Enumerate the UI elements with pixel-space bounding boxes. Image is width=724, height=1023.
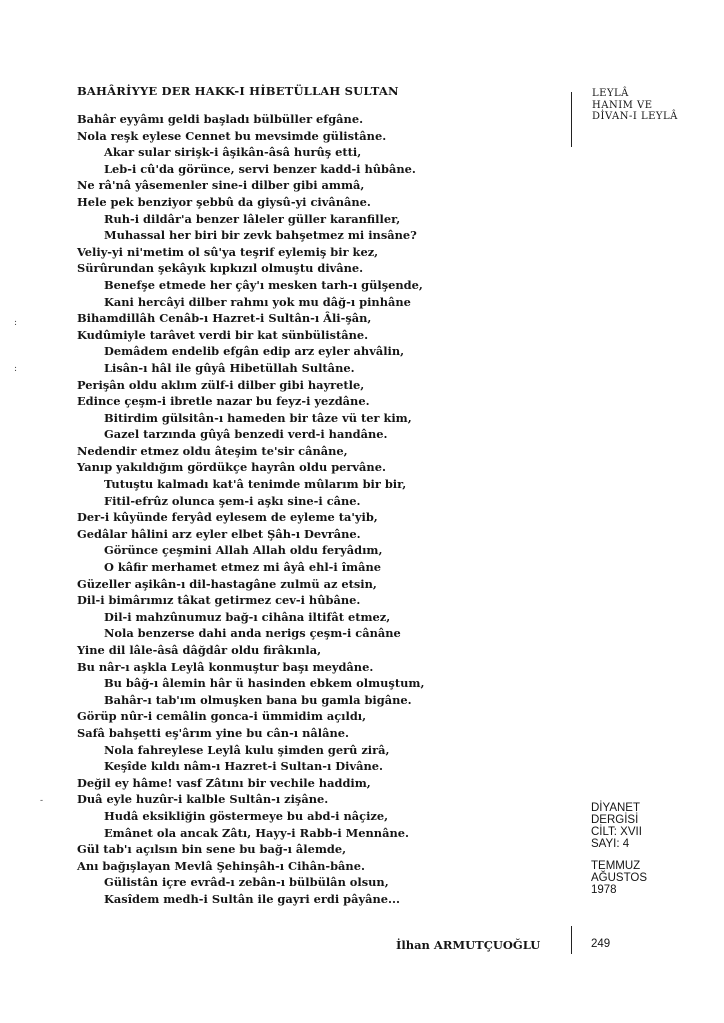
poem-line: Duâ eyle huzûr-i kalble Sultân-ı zişâne. [77, 792, 329, 807]
journal-subtitle: DERGİSİ [591, 814, 639, 826]
poem-line: Ruh-i dildâr'a benzer lâleler güller karanfiller, [104, 211, 401, 226]
journal-name: DİYANET [591, 802, 640, 814]
poem-line: Kasîdem medh-i Sultân ile gayri erdi pâyâne... [104, 891, 400, 906]
poem-line: Kudûmiyle tarâvet verdi bir kat sünbülistâne. [77, 327, 369, 342]
sidebar-heading-line: DİVAN-I LEYLÂ [592, 111, 678, 122]
poem-line: Dil-i mahzûnumuz bağ-ı cihâna iltifât etmez, [104, 609, 391, 624]
poem-line: Der-i kûyünde feryâd eylesem de eyleme ta'yib, [77, 510, 378, 525]
poem-line: Bu nâr-ı aşkla Leylâ konmuştur başı meydâne. [77, 659, 374, 674]
column-divider-top [571, 92, 572, 147]
poem-line: Perişân oldu aklım zülf-i dilber gibi hayretle, [77, 377, 365, 392]
poem-line: Güzeller aşikân-ı dil-hastagâne zulmü az etsin, [77, 576, 377, 591]
poem-line: Görüp nûr-i cemâlin gonca-i ümmidim açıldı, [77, 709, 367, 724]
poem-line: Nedendir etmez oldu âteşim te'sir cânâne, [77, 443, 348, 458]
poem-line: Lisân-ı hâl ile gûyâ Hibetüllah Sultâne. [104, 360, 355, 375]
poem-line: Gazel tarzında gûyâ benzedi verd-i handâne. [104, 427, 388, 442]
scan-speck: : [14, 364, 18, 374]
poem-line: Sürûrundan şekâyık kıpkızıl olmuştu divâne. [77, 261, 364, 276]
column-divider-bottom [571, 926, 572, 954]
scan-speck: - [40, 796, 44, 806]
poem-line: Görünce çeşmini Allah Allah oldu feryâdım, [104, 543, 383, 558]
poem-line: Nola reşk eylese Cennet bu mevsimde gülistâne. [77, 128, 387, 143]
poem-line: Gedâlar hâlini arz eyler elbet Şâh-ı Devrâne. [77, 526, 361, 541]
poem-line: Yine dil lâle-âsâ dâğdâr oldu firâkınla, [77, 643, 322, 657]
poem-line: Nola fahreylese Leylâ kulu şimden gerû zirâ, [104, 742, 390, 757]
poem-line: Akar sular sirişk-i âşikân-âsâ hurûş etti, [104, 145, 362, 160]
poem-line: Değil ey hâme! vasf Zâtını bir vechile haddim, [77, 775, 371, 790]
issue-year: 1978 [591, 884, 617, 896]
issue-month-1: TEMMUZ [591, 860, 641, 872]
page-number: 249 [591, 938, 611, 950]
poem-line: Keşîde kıldı nâm-ı Hazret-i Sultan-ı Divâne. [104, 759, 383, 774]
poem-title: BAHÂRİYYE DER HAKK-I HİBETÜLLAH SULTAN [77, 84, 399, 98]
poem-body [77, 111, 547, 908]
poem-line: Hudâ eksikliğin göstermeye bu abd-i nâçize, [104, 808, 389, 823]
poem-line: Gülistân içre evrâd-ı zebân-ı bülbülân olsun, [104, 875, 389, 890]
poem-line: Bahâr eyyâmı geldi başladı bülbüller efgâne. [77, 112, 364, 126]
author-signature: İlhan ARMUTÇUOĞLU [396, 938, 541, 952]
poem-line: Safâ bahşetti eş'ârım yine bu cân-ı nâlâne. [77, 725, 349, 740]
poem-line: Edince çeşm-i ibretle nazar bu feyz-i yezdâne. [77, 394, 370, 409]
poem-line: Anı bağışlayan Mevlâ Şehinşâh-ı Cihân-bâne. [77, 858, 365, 873]
poem-line: Bu bâğ-ı âlemin hâr ü hasinden ebkem olmuştum, [104, 676, 425, 691]
sidebar-heading [592, 88, 678, 123]
poem-line: Bihamdillâh Cenâb-ı Hazret-i Sultân-ı Âli-şân, [77, 311, 372, 326]
poem-line: Dil-i bimârımız tâkat getirmez cev-i hûbâne. [77, 593, 361, 608]
journal-info [591, 802, 647, 896]
sidebar-heading-line: HANIM VE [592, 99, 653, 111]
poem-line: Nola benzerse dahi anda nerigs çeşm-i cânâne [104, 626, 401, 641]
poem-line: Bitirdim gülsitân-ı hameden bir tâze vü ter kim, [104, 410, 412, 425]
sidebar-heading-line: LEYLÂ [592, 88, 629, 99]
poem-line: Bahâr-ı tab'ım olmuşken bana bu gamla bigâne. [104, 692, 412, 707]
poem-line: Ne râ'nâ yâsemenler sine-i dilber gibi ammâ, [77, 178, 365, 193]
poem-line: Kani hercâyi dilber rahmı yok mu dâğ-ı pinhâne [104, 294, 411, 309]
poem-line: Benefşe etmede her çây'ı mesken tarh-ı gülşende, [104, 277, 423, 292]
issue-month-2: AĞUSTOS [591, 872, 648, 884]
poem-line: Hele pek benziyor şebbû da giysû-yi civânâne. [77, 194, 371, 209]
journal-volume: CİLT: XVII [591, 826, 642, 838]
poem-line: O kâfir merhamet etmez mi âyâ ehl-i îmâne [104, 560, 381, 575]
poem-line: Demâdem endelib efgân edip arz eyler ahvâlin, [104, 344, 405, 359]
journal-issue: SAYI: 4 [591, 838, 630, 850]
poem-line: Yanıp yakıldığım gördükçe hayrân oldu pervâne. [77, 460, 386, 475]
poem-line: Fitil-efrûz olunca şem-i aşkı sine-i câne. [104, 493, 361, 508]
poem-line: Tutuştu kalmadı kat'â tenimde mûlarım bir bir, [104, 477, 407, 492]
poem-line: Muhassal her biri bir zevk bahşetmez mi insâne? [104, 228, 417, 243]
poem-line: Veliy-yi ni'metim ol sû'ya teşrif eylemiş bir kez, [77, 244, 379, 259]
poem-line: Leb-i cû'da görünce, servi benzer kadd-i hûbâne. [104, 161, 416, 176]
scan-speck: : [14, 318, 18, 328]
poem-line: Emânet ola ancak Zâtı, Hayy-i Rabb-i Mennâne. [104, 825, 409, 840]
poem-line: Gül tab'ı açılsın bin sene bu bağ-ı âlemde, [77, 842, 347, 857]
